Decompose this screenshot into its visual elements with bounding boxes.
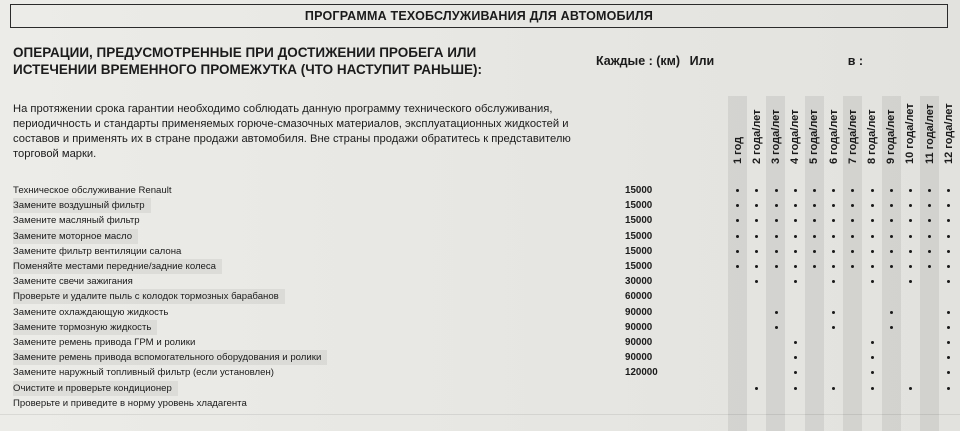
operation-km: 15000 [625,200,653,212]
schedule-mark [947,371,950,374]
schedule-mark [871,219,874,222]
year-column-header [805,100,824,176]
schedule-mark [928,250,931,253]
schedule-mark [755,250,758,253]
heading-line-2: ИСТЕЧЕНИИ ВРЕМЕННОГО ПРОМЕЖУТКА (ЧТО НАСТУПИТ РАНЬШЕ): [13,62,483,77]
in-years-label: в : [847,54,864,68]
operation-km: 90000 [625,352,653,364]
schedule-mark [947,280,950,283]
schedule-mark [775,219,778,222]
operation-km: 30000 [625,276,653,288]
schedule-mark [832,311,835,314]
schedule-mark [909,219,912,222]
schedule-mark [909,189,912,192]
year-label: 10 года/лет [904,103,917,164]
schedule-mark [736,189,739,192]
schedule-mark [813,219,816,222]
schedule-mark [794,356,797,359]
schedule-mark [813,204,816,207]
table-row [13,335,943,350]
operation-label: Проверьте и приведите в норму уровень хладагента [13,397,247,409]
schedule-mark [947,341,950,344]
schedule-mark [871,280,874,283]
schedule-mark [755,219,758,222]
year-column-header [766,100,785,176]
schedule-mark [871,356,874,359]
schedule-mark [851,204,854,207]
schedule-mark [871,371,874,374]
schedule-mark [755,189,758,192]
table-row [13,213,943,228]
year-column-header [786,100,805,176]
schedule-mark [871,235,874,238]
or-label: Или [689,54,715,68]
heading-line-1: ОПЕРАЦИИ, ПРЕДУСМОТРЕННЫЕ ПРИ ДОСТИЖЕНИИ ПРОБЕГА ИЛИ [13,45,477,60]
schedule-mark [775,235,778,238]
schedule-mark [909,265,912,268]
year-column-header [882,100,901,176]
schedule-mark [775,189,778,192]
schedule-mark [794,250,797,253]
schedule-mark [909,235,912,238]
table-row [13,396,943,411]
schedule-mark [755,265,758,268]
operation-label: Замените воздушный фильтр [13,198,151,213]
section-heading [13,44,613,78]
schedule-mark [890,219,893,222]
schedule-mark [794,265,797,268]
schedule-mark [928,204,931,207]
year-label: 4 года/лет [789,109,802,164]
table-row [13,229,943,244]
schedule-mark [928,235,931,238]
schedule-mark [947,250,950,253]
operation-km: 15000 [625,230,653,242]
schedule-mark [755,204,758,207]
year-column-header [939,100,958,176]
schedule-mark [851,235,854,238]
operation-km: 90000 [625,306,653,318]
schedule-mark [775,204,778,207]
schedule-mark [794,387,797,390]
schedule-mark [928,265,931,268]
year-label: 7 года/лет [846,109,859,164]
year-column-header [747,100,766,176]
schedule-mark [947,189,950,192]
schedule-mark [928,219,931,222]
schedule-mark [794,341,797,344]
table-row [13,350,943,365]
table-row [13,244,943,259]
schedule-mark [890,189,893,192]
schedule-mark [947,311,950,314]
year-column-header [843,100,862,176]
schedule-mark [832,189,835,192]
schedule-mark [947,265,950,268]
operation-label: Замените охлаждающую жидкость [13,306,169,318]
operation-label: Техническое обслуживание Renault [13,185,172,196]
schedule-mark [851,265,854,268]
schedule-mark [832,219,835,222]
year-column-header [920,100,939,176]
table-row [13,320,943,335]
schedule-mark [890,326,893,329]
year-label: 3 года/лет [769,109,782,164]
schedule-mark [928,189,931,192]
operation-km: 15000 [625,185,653,196]
page-title: ПРОГРАММА ТЕХОБСЛУЖИВАНИЯ ДЛЯ АВТОМОБИЛЯ [10,4,948,28]
schedule-mark [794,235,797,238]
schedule-mark [947,387,950,390]
year-column-header [728,100,747,176]
year-label: 1 год [731,136,744,164]
year-column-header [862,100,881,176]
schedule-mark [775,326,778,329]
schedule-mark [871,341,874,344]
schedule-mark [736,235,739,238]
schedule-mark [775,265,778,268]
year-label: 6 года/лет [827,109,840,164]
schedule-mark [851,189,854,192]
schedule-mark [871,204,874,207]
schedule-mark [736,204,739,207]
schedule-mark [890,204,893,207]
operation-label: Замените масляный фильтр [13,215,140,227]
operation-km: 60000 [625,291,653,303]
schedule-mark [813,250,816,253]
schedule-mark [832,280,835,283]
schedule-mark [775,250,778,253]
schedule-mark [890,235,893,238]
schedule-mark [890,250,893,253]
operation-label: Поменяйте местами передние/задние колеса [13,259,222,274]
schedule-mark [813,265,816,268]
schedule-mark [871,387,874,390]
schedule-mark [871,189,874,192]
table-row [13,183,943,198]
interval-header [596,54,869,68]
schedule-mark [794,219,797,222]
operation-label: Замените моторное масло [13,229,138,244]
schedule-mark [832,326,835,329]
operation-km: 120000 [625,367,658,379]
table-row [13,289,943,304]
schedule-mark [947,204,950,207]
schedule-mark [775,311,778,314]
operation-km: 90000 [625,321,653,333]
schedule-mark [832,265,835,268]
schedule-mark [794,371,797,374]
schedule-mark [736,265,739,268]
operation-label: Очистите и проверьте кондиционер [13,381,178,396]
schedule-mark [794,189,797,192]
schedule-mark [736,250,739,253]
table-row [13,305,943,320]
year-label: 8 года/лет [865,109,878,164]
schedule-mark [794,204,797,207]
schedule-mark [832,235,835,238]
schedule-mark [755,387,758,390]
table-row [13,365,943,380]
year-label: 2 года/лет [750,109,763,164]
schedule-mark [947,219,950,222]
operation-label: Замените фильтр вентиляции салона [13,245,182,257]
schedule-mark [871,250,874,253]
schedule-mark [909,204,912,207]
table-row [13,381,943,396]
operation-label: Замените наружный топливный фильтр (если установлен) [13,367,274,379]
operation-km: 90000 [625,337,653,348]
table-row [13,274,943,289]
operation-label: Замените тормозную жидкость [13,320,157,335]
table-row [13,259,943,274]
schedule-mark [890,311,893,314]
schedule-mark [832,387,835,390]
operation-km: 15000 [625,215,653,227]
year-column-header [901,100,920,176]
schedule-mark [851,250,854,253]
schedule-mark [909,250,912,253]
schedule-mark [890,265,893,268]
year-label: 5 года/лет [808,109,821,164]
schedule-mark [755,235,758,238]
year-label: 9 года/лет [885,109,898,164]
schedule-mark [813,235,816,238]
schedule-mark [909,387,912,390]
operation-label: Замените ремень привода вспомогательного оборудования и ролики [13,350,327,365]
operation-km: 15000 [625,245,653,257]
schedule-mark [947,356,950,359]
operation-km: 15000 [625,261,653,272]
operation-label: Проверьте и удалите пыль с колодок тормозных барабанов [13,289,285,304]
schedule-mark [755,280,758,283]
schedule-mark [947,326,950,329]
schedule-mark [736,219,739,222]
operation-label: Замените ремень привода ГРМ и ролики [13,337,196,348]
operation-label: Замените свечи зажигания [13,276,133,288]
year-column-header [824,100,843,176]
schedule-mark [813,189,816,192]
schedule-mark [947,235,950,238]
schedule-mark [909,280,912,283]
schedule-mark [832,204,835,207]
table-row [13,198,943,213]
schedule-mark [794,280,797,283]
schedule-mark [871,265,874,268]
schedule-mark [851,219,854,222]
bottom-divider [0,414,960,415]
every-km-label: Каждые : (км) [596,54,681,68]
year-label: 11 года/лет [923,103,936,164]
warranty-intro-text: На протяжении срока гарантии необходимо соблюдать данную программу технического обслуживания, периодичность и стандарты применяемых горюче-смазочных материалов, эксплуатационных жидкостей и составов и применять их в стране продажи автомобиля. Вне страны продажи обратитесь к представителю торговой марки. [13,103,571,160]
schedule-mark [832,250,835,253]
year-label: 12 года/лет [942,103,955,164]
